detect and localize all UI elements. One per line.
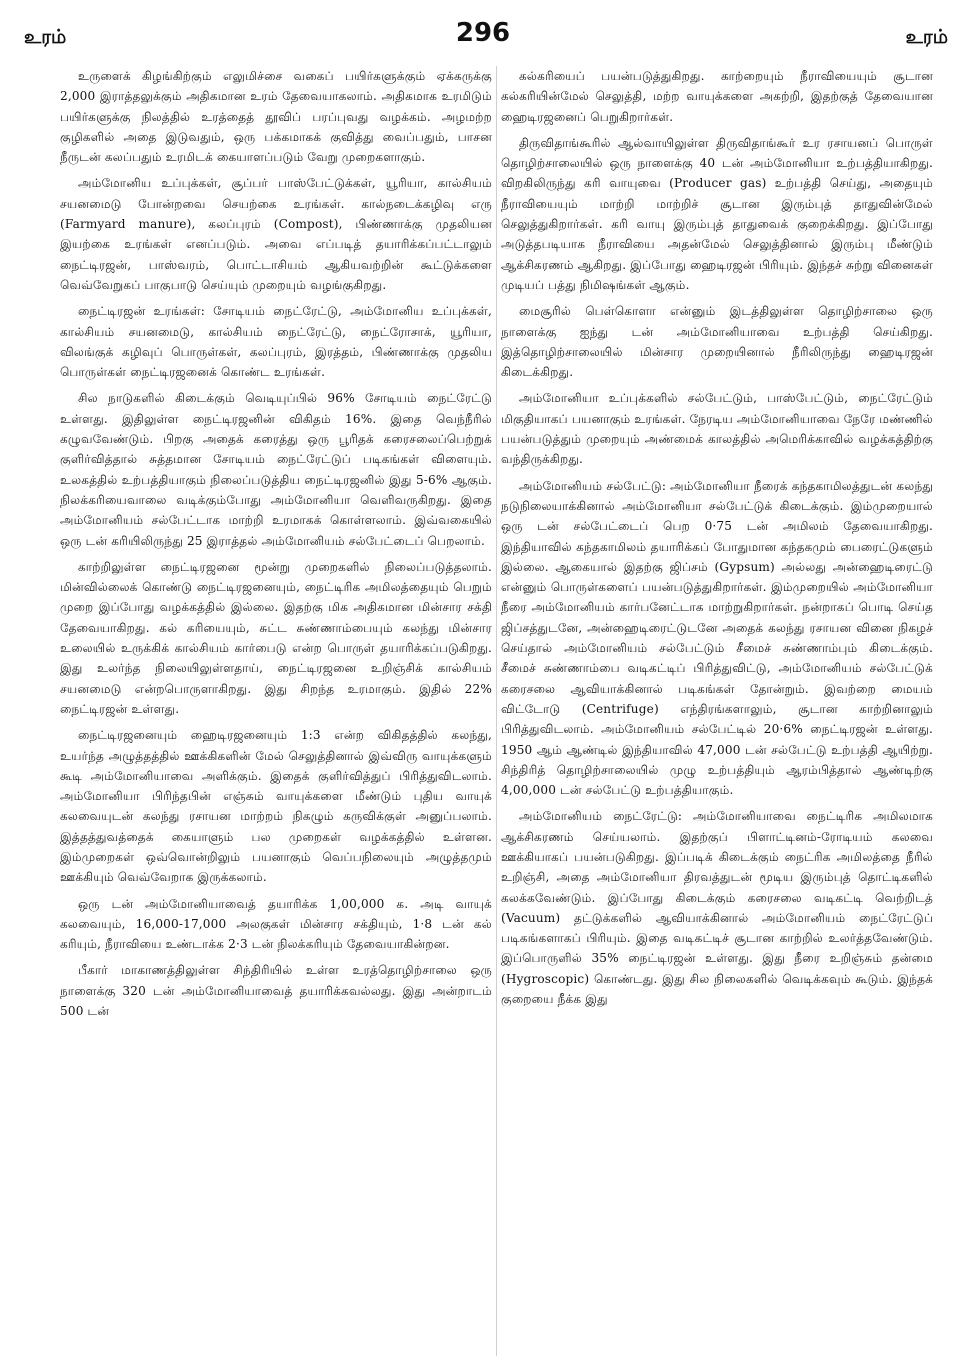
page-header <box>0 10 966 50</box>
paragraph: அம்மோனியா உப்புக்களில் சல்பேட்டும், பாஸ்பேட்டும், நைட்ரேட்டும் மிகுதியாகப் பயனாகும் உரங்கள். நேரடிய அம்மோனியாவை நேரே மண்ணில் பயன்படுத்தும் முறையும் அண்மைக் காலத்தில் அமெரிக்காவில் வழக்கத்திற்கு வந்திருக்கிறது. <box>501 391 933 467</box>
paragraph: நைட்டிரஜனையும் ஹைடிரஜனையும் 1:3 என்ற விகிதத்தில் கலந்து, உயர்ந்த அழுத்தத்தில் ஊக்கிகளின் மேல் செலுத்தினால் இவ்விரு வாயுக்களும் கூடி அம்மோனியாவை அளிக்கும். இதைக் குளிர்வித்துப் பிரித்துவிடலாம். அம்மோனியா பிரிந்தபின் எஞ்சும் வாயுக்களை மீண்டும் புதிய வாயுக் கலவையுடன் கலந்து ரசாயன மாற்றம் நிகழும் கருவிக்குள் அனுப்பலாம். இத்தத்துவத்தைக் கையாளும் பல முறைகள் வழக்கத்தில் உள்ளன. இம்முறைகள் ஒவ்வொன்றிலும் பயனாகும் வெப்பநிலையும் அழுத்தமும் ஊக்கியும் வெவ்வேறாக இருக்கலாம். <box>60 728 492 885</box>
paragraph: திருவிதாங்கூரில் ஆல்வாயிலுள்ள திருவிதாங்கூர் உர ரசாயனப் பொருள் தொழிற்சாலையில் ஒரு நாளைக்கு 40 டன் அம்மோனியா உற்பத்தியாகிறது. விறகிலிருந்து கரி வாயுவை (Producer gas) உற்பத்தி செய்து, அதையும் நீராவியையும் மாற்றி மாற்றிச் சூடான இரும்புத் தாதுவின்மேல் செலுத்துகிறார்கள். கரி வாயு இரும்புத் தாதுவைக் குறைக்கிறது. இப்போது அடுத்தபடியாக நீராவியை அதன்மேல் செலுத்தினால் இரும்பு மீண்டும் ஆக்சிகரணம் ஆகிறது. இப்போது ஹைடிரஜன் பிரியும். இந்தச் சுற்று வினைகள் முடியப் பத்து நிமிஷங்கள் ஆகும். <box>501 135 933 292</box>
left-column <box>60 66 492 1356</box>
paragraph: காற்றிலுள்ள நைட்டிரஜனை மூன்று முறைகளில் நிலைப்படுத்தலாம். மின்வில்லைக் கொண்டு நைட்டிரஜனையும், நைட்டிரிக அமிலத்தையும் பெறும் முறை இப்போது வழக்கத்தில் இல்லை. இதற்கு மிக அதிகமான மின்சார சக்தி தேவையாகிறது. கல் கரியையும், சுட்ட சுண்ணாம்பையும் கலந்து மின்சார உலையில் உருக்கிக் கால்சியம் கார்பைடு என்ற பொருள் தயாரிக்கப்படுகிறது. இது உலர்ந்த நிலையிலுள்ளதாய், நைட்டிரஜனை உறிஞ்சிக் கால்சியம் சயனமைடு என்றபொருளாகிறது. இது சிறந்த உரமாகும். இதில் 22% நைட்டிரஜன் உள்ளது. <box>60 559 492 716</box>
paragraph: அம்மோனிய உப்புக்கள், சூப்பர் பாஸ்பேட்டுக்கள், யூரியா, கால்சியம் சயனமைடு போன்றவை செயற்கை உரங்கள். கால்நடைக்கழிவு எரு (Farmyard manure), கலப்புரம் (Compost), பிண்ணாக்கு முதலியன இயற்கை உரங்கள் எனப்படும். அவை எப்படித் தயாரிக்கப்பட்டாலும் நைட்டிரஜன், பாஸ்வரம், பொட்டாசியம் ஆகியவற்றின் கூட்டுக்களை வெவ்வேறுகப் பாகுபாடு செய்யும் முறையும் வழங்குகிறது. <box>60 176 492 292</box>
paragraph: அம்மோனியம் சல்பேட்டு: அம்மோனியா நீரைக் கந்தகாமிலத்துடன் கலந்து நடுநிலையாக்கினால் அம்மோனியா சல்பேட்டுக் கிடைக்கும். இம்முறையால் ஒரு டன் சல்பேட்டைப் பெற 0·75 டன் அமிலம் தேவையாகிறது. இந்தியாவில் கந்தகாமிலம் தயாரிக்கப் போதுமான கந்தகமும் பைரைட்டுகளும் இல்லை. ஆகையால் இதற்கு ஜிப்சம் (Gypsum) அல்லது அன்ஹைடிரைட்டு என்னும் பொருள்களைப் பயன்படுத்துகிறார்கள். இம்முறையில் அம்மோனியா நீரை அம்மோனியம் கார்பனேட்டாக மாற்றுகிறார்கள். நன்றாகப் பொடி செய்த ஜிப்சத்துடனே, அன்ஹைடிரைட்டுடனே அதைக் கலந்து ரசாயன வினை நிகழச் செய்தால் அம்மோனியம் சல்பேட்டும் சீமைச் சுண்ணாம்பும் கிடைக்கும். சீமைச் சுண்ணாம்பை வடிகட்டிப் பிரித்துவிட்டு, அம்மோனியம் சல்பேட்டுக் கரைசலை ஆவியாக்கினால் படிகங்கள் தோன்றும். இவற்றை மையம் விட்டோடு (Centrifuge) எந்திரங்களாலும், சூடான காற்றினாலும் பிரித்துவிடலாம். அம்மோனியம் சல்பேட்டில் 20·6% நைட்டிரஜன் உள்ளது. 1950 ஆம் ஆண்டில் இந்தியாவில் 47,000 டன் சல்பேட்டு உற்பத்தி ஆயிற்று. சிந்திரித் தொழிற்சாலையில் முழு உற்பத்தியும் ஆரம்பித்தால் ஆண்டிற்கு 4,00,000 டன் சல்பேட்டு உற்பத்தியாகும். <box>501 478 933 798</box>
paragraph: மைசூரில் பெள்கொளா என்னும் இடத்திலுள்ள தொழிற்சாலை ஒரு நாளைக்கு ஐந்து டன் அம்மோனியாவை உற்பத்தி செய்கிறது. இத்தொழிற்சாலையில் மின்சார முறையினால் நீரிலிருந்து ஹைடிரஜன் கிடைக்கிறது. <box>501 304 933 380</box>
paragraph: ஒரு டன் அம்மோனியாவைத் தயாரிக்க 1,00,000 க. அடி வாயுக் கலவையும், 16,000-17,000 அலகுகள் மின்சார சக்தியும், 1·8 டன் கல் கரியும், நீராவியை உண்டாக்க 2·3 டன் நிலக்கரியும் தேவையாகின்றன. <box>60 896 492 952</box>
right-column <box>501 66 933 1356</box>
page-number: 296 <box>455 18 511 48</box>
column-divider <box>496 66 497 1356</box>
paragraph: பீகார் மாகாணத்திலுள்ள சிந்திரியில் உள்ள உரத்தொழிற்சாலை ஒரு நாளைக்கு 320 டன் அம்மோனியாவைத் தயாரிக்கவல்லது. இது அன்றாடம் 500 டன் <box>60 963 492 1019</box>
running-head-left: உரம் <box>24 26 67 48</box>
paragraph: நைட்டிரஜன் உரங்கள்: சோடியம் நைட்ரேட்டு, அம்மோனிய உப்புக்கள், கால்சியம் சயனமைடு, கால்சியம் நைட்ரேட்டு, நைட்ரோசாக், யூரியா, விலங்குக் கழிவுப் பொருள்கள், கலப்புரம், இரத்தம், பிண்ணாக்கு முதலிய பொருள்கள் நைட்டிரஜனைக் கொண்ட உரங்கள். <box>60 304 492 380</box>
running-head-right: உரம் <box>905 26 948 48</box>
paragraph: சில நாடுகளில் கிடைக்கும் வெடியுப்பில் 96% சோடியம் நைட்ரேட்டு உள்ளது. இதிலுள்ள நைட்டிரஜனின் விகிதம் 16%. இதை வெந்நீரில் கழுவவேண்டும். பிறகு அதைக் கரைத்து ஒரு பூரிதக் கரைசலைப்பெற்றுக் குளிர்வித்தால் சுத்தமான சோடியம் நைட்ரேட்டுப் படிகங்கள் விளையும். உலகத்தில் உற்பத்தியாகும் நிலைப்படுத்திய நைட்டிரஜனில் இது 5-6% ஆகும். நிலக்கரியைவாலை வடிக்கும்போது அம்மோனியா வெளிவருகிறது. இதை அம்மோனியம் சல்பேட்டாக மாற்றி உரமாகக் கொள்ளலாம். இவ்வகையில் ஒரு டன் கரியிலிருந்து 25 இராத்தல் அம்மோனியம் சல்பேட்டைப் பெறலாம். <box>60 391 492 548</box>
paragraph: கல்கரியைப் பயன்படுத்துகிறது. காற்றையும் நீராவியையும் சூடான கல்கரியின்மேல் செலுத்தி, மற்ற வாயுக்களை அகற்றி, இதற்குத் தேவையான ஹைடிரஜனைப் பெறுகிறார்கள். <box>501 69 933 124</box>
paragraph: உருளைக் கிழங்கிற்கும் எலுமிச்சை வகைப் பயிர்களுக்கும் ஏக்கருக்கு 2,000 இராத்தலுக்கும் அதிகமான உரம் தேவையாகலாம். அதிகமாக உரமிடும் பயிர்களுக்கு நிலத்தில் உரத்தைத் தூவிப் பரப்புவது வழக்கம். அழமற்ற குழிகளில் அதை இடுவதும், ஒரு பக்கமாகக் குவித்து வைப்பதும், பாசன நீருடன் கலப்பதும் உரமிடக் கையாளப்படும் வேறு முறைகளாகும். <box>60 69 492 165</box>
paragraph: அம்மோனியம் நைட்ரேட்டு: அம்மோனியாவை நைட்டிரிக அமிலமாக ஆக்சிகரணம் செய்யலாம். இதற்குப் பிளாட்டினம்-ரோடியம் கலவை ஊக்கியாகப் பயன்படுகிறது. இப்படிக் கிடைக்கும் நைட்ரிக அமிலத்தை நீரில் உறிஞ்சி, அதை அம்மோனியா திரவத்துடன் மூடிய இரும்புத் தொட்டிகளில் கலக்கவேண்டும். இப்போது கிடைக்கும் கரைசலை வடிகட்டி வெற்றிடத் (Vacuum) தட்டுக்களில் ஆவியாக்கினால் அம்மோனியம் நைட்ரேட்டுப் படிகங்களாகப் பிரியும். இதை வடிகட்டிச் சூடான காற்றில் உலர்த்தவேண்டும். இப்பொருளில் 35% நைட்டிரஜன் உள்ளது. இது நீரை உறிஞ்சும் தன்மை (Hygroscopic) கொண்டது. இது சில நிலைகளில் வெடிக்கவும் கூடும். இந்தக் குறையை நீக்க இது <box>501 809 933 1007</box>
